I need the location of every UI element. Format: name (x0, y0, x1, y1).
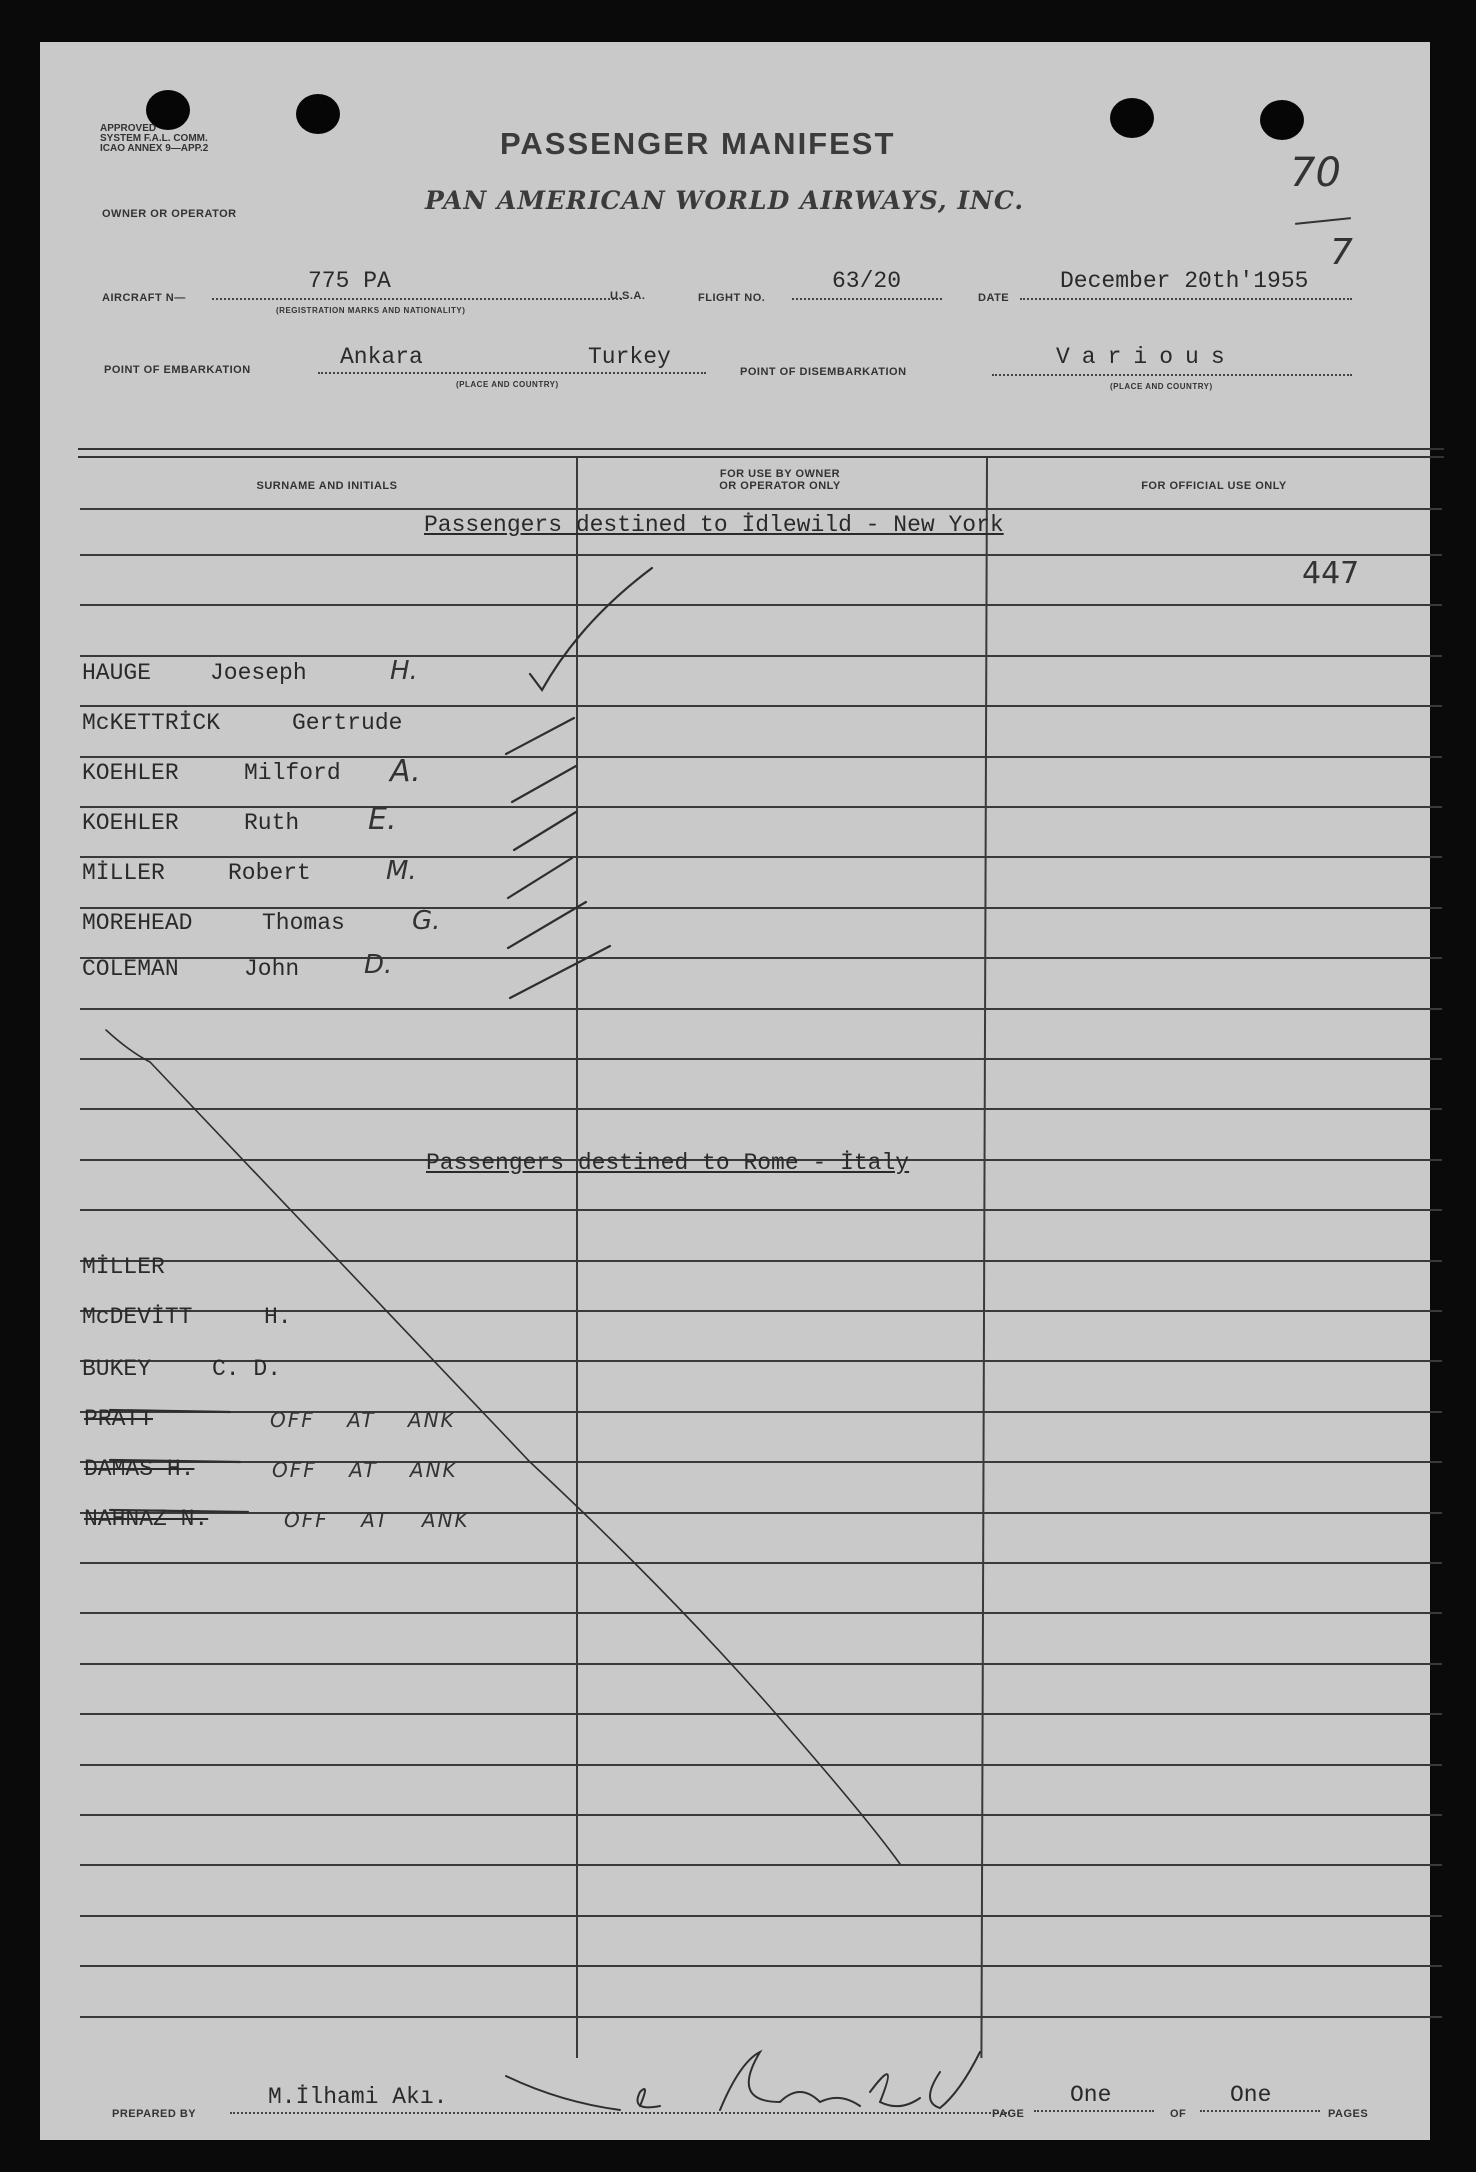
date-label: DATE (978, 292, 1010, 304)
page-title: PASSENGER MANIFEST (500, 126, 896, 161)
passenger-initial: A. (390, 754, 421, 789)
passenger-surname: HAUGE (82, 660, 152, 686)
check-tick (508, 858, 572, 898)
handwritten-marks (40, 42, 1430, 2140)
passenger-surname: MOREHEAD (82, 910, 193, 936)
check-tick (510, 946, 610, 998)
passenger-given: Gertrude (292, 710, 403, 736)
flight-value: 63/20 (832, 268, 902, 294)
date-value: December 20th'1955 (1060, 268, 1309, 294)
passenger-surname: MİLLER (82, 1254, 165, 1280)
passenger-surname: KOEHLER (82, 810, 179, 836)
prepared-by-value: M.İlhami Akı. (268, 2084, 448, 2110)
owner-label: OWNER OR OPERATOR (102, 208, 237, 220)
pages-label: PAGES (1328, 2108, 1369, 2120)
page-label: PAGE (992, 2108, 1025, 2120)
passenger-note: OFF AT ANK (270, 1408, 456, 1432)
cross-out (110, 1460, 240, 1462)
col-header-official: FOR OFFICIAL USE ONLY (1141, 480, 1287, 492)
prepared-by-label: PREPARED BY (112, 2108, 197, 2120)
aircraft-label: AIRCRAFT N— (102, 292, 186, 304)
passenger-initial: E. (368, 802, 397, 837)
check-tick (506, 718, 574, 754)
usa-label: U.S.A. (610, 290, 646, 302)
passenger-given: Thomas (262, 910, 345, 936)
passenger-initial: G. (412, 906, 441, 936)
page-value: One (1070, 2082, 1112, 2108)
passenger-given: C. D. (212, 1356, 282, 1382)
disembarkation-caption: (PLACE AND COUNTRY) (1110, 382, 1213, 391)
passenger-surname: BUKEY (82, 1356, 152, 1382)
passenger-given: Ruth (244, 810, 300, 836)
passenger-initial: H. (390, 656, 418, 686)
aircraft-value: 775 PA (308, 268, 391, 294)
passenger-surname: McKETTRİCK (82, 710, 221, 736)
check-tick (514, 812, 576, 850)
passenger-given: Robert (228, 860, 311, 886)
passenger-note: OFF AT ANK (284, 1508, 470, 1532)
passenger-given: Milford (244, 760, 341, 786)
section-heading-rome: Passengers destined to Rome - İtaly (426, 1150, 910, 1176)
cross-out (110, 1410, 230, 1412)
registration-caption: (REGISTRATION MARKS AND NATIONALITY) (276, 306, 466, 315)
section-heading-newyork: Passengers destined to İdlewild - New York (424, 512, 1004, 538)
approval-line-2: SYSTEM F.A.L. COMM. (100, 133, 208, 144)
col-header-owner-line-2: OR OPERATOR ONLY (719, 480, 841, 492)
approval-line-3: ICAO ANNEX 9—APP.2 (100, 143, 209, 154)
checkmark (530, 568, 652, 690)
page-ref-bottom: 7 (1330, 232, 1353, 273)
passenger-surname-struck: PRATT (84, 1406, 154, 1432)
passenger-surname-struck: NAHNAZ N. (84, 1506, 209, 1532)
disembarkation-value: Various (1056, 344, 1237, 370)
page-ref-top: 70 (1290, 150, 1341, 196)
embarkation-label: POINT OF EMBARKATION (104, 364, 251, 376)
embarkation-country: Turkey (588, 344, 671, 370)
passenger-note: OFF AT ANK (272, 1458, 458, 1482)
cancel-line (106, 1030, 900, 1864)
passenger-surname: MİLLER (82, 860, 165, 886)
passenger-given: John (244, 956, 300, 982)
manifest-sheet (40, 42, 1430, 2140)
count-447: 447 (1302, 556, 1360, 591)
col-header-owner-line-1: FOR USE BY OWNER (719, 468, 841, 480)
approval-line-1: APPROVED (100, 123, 157, 134)
passenger-surname: KOEHLER (82, 760, 179, 786)
passenger-surname: COLEMAN (82, 956, 179, 982)
embarkation-city: Ankara (340, 344, 423, 370)
embarkation-caption: (PLACE AND COUNTRY) (456, 380, 559, 389)
passenger-given: Joeseph (210, 660, 307, 686)
passenger-surname-struck: DAMAS H. (84, 1456, 195, 1482)
passenger-initial: D. (364, 950, 393, 980)
passenger-initial: M. (386, 856, 417, 886)
check-tick (508, 902, 586, 948)
check-tick (512, 766, 576, 802)
col-header-surname: SURNAME AND INITIALS (256, 480, 398, 492)
disembarkation-label: POINT OF DISEMBARKATION (740, 366, 907, 378)
airline-name: PAN AMERICAN WORLD AIRWAYS, INC. (425, 186, 1025, 215)
passenger-given: H. (264, 1304, 292, 1330)
cross-out (110, 1510, 248, 1512)
of-label: OF (1170, 2108, 1187, 2120)
passenger-surname: McDEVİTT (82, 1304, 193, 1330)
signature (506, 2052, 980, 2110)
pages-value: One (1230, 2082, 1272, 2108)
flight-label: FLIGHT NO. (698, 292, 766, 304)
